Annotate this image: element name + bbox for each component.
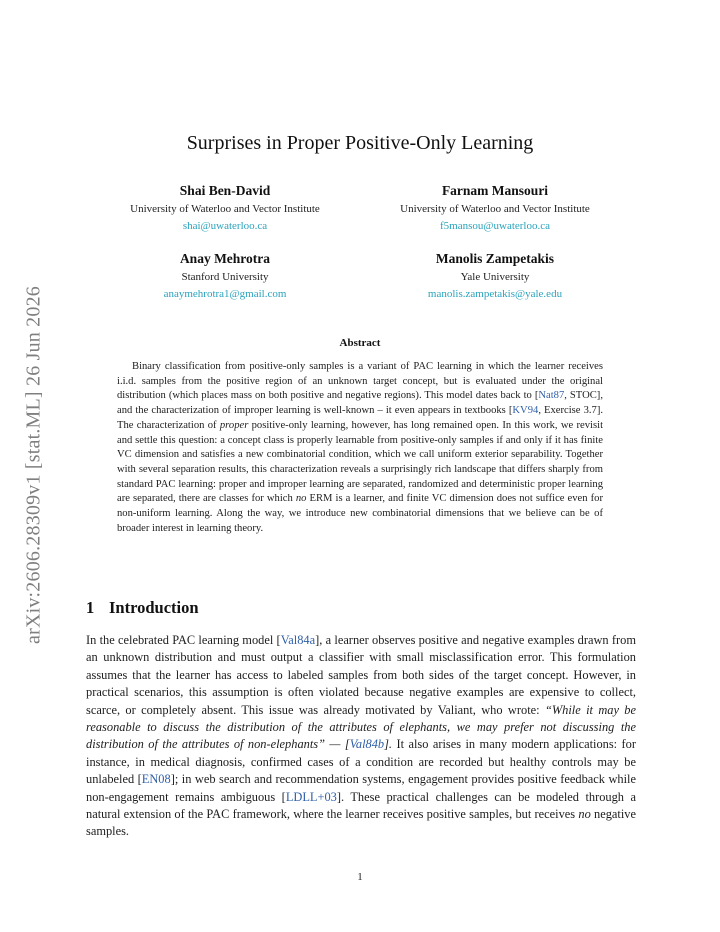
author-block [95,183,355,235]
emphasis-text: no [578,807,591,822]
citation-link[interactable]: EN08 [141,772,171,787]
author-block [365,251,625,303]
page-number: 1 [357,871,363,883]
author-email-link[interactable]: f5mansou@uwaterloo.ca [439,220,550,232]
valiant-quote-end: ]. [384,737,393,752]
author-email-link[interactable]: shai@uwaterloo.ca [182,220,268,232]
abstract-text-part: , Exercise 3.7]. The characterization of [117,405,603,431]
abstract-heading: Abstract [339,337,381,349]
section-heading [86,598,199,618]
author-name: Farnam Mansouri [441,183,549,198]
author-email-link[interactable]: anaymehrotra1@gmail.com [163,288,287,300]
abstract-text-part: , STOC], and the characterization of improper learning is well-known – it even appears in textbooks [ [117,390,603,417]
author-name: Anay Mehrotra [179,251,271,266]
author-name: Shai Ben-David [179,183,271,198]
author-affiliation: University of Waterloo and Vector Institute [130,203,320,215]
author-block [365,183,625,235]
emphasis-text: proper [219,419,249,431]
intro-text-part: negative samples. [86,807,636,839]
arxiv-side-label [14,255,54,675]
citation-link[interactable]: Val84b [349,737,385,752]
citation-link[interactable]: LDLL+03 [285,789,337,804]
author-block [95,251,355,303]
abstract-text-part: ERM is a learner, and finite VC dimension does not suffice even for non-uniform learning. Along the way, we introduce new combinatorial dimensions that we believe can be of broader interest in learning theory. [117,493,603,534]
abstract-text [117,360,603,536]
abstract-text-part: positive-only learning, however, has long remained open. In this work, we revisit and settle this question: a concept class is properly learnable from positive-only samples if and only if it has finite VC dimension and satisfies a new combinatorial condition, which we call uniform exterior separability. Together with several separation results, this characterization reveals a surprisingly rich landscape that differs sharply from standard PAC learning: proper and improper learning are separated, randomized and deterministic proper learning are separated, there are classes for which [117,419,604,505]
intro-text-part: ], a learner observes positive and negative examples drawn from an unknown distribution and must output a classifier with small misclassification error. This formulation assumes that the learner has access to labeled samples from both sides of the target concept. However, in practical scenarios, this assumption is often violated because negative examples are expensive to collect, scarce, or completely absent. This issue was already motivated by Valiant, who wrote: [86,633,636,717]
arxiv-id: arXiv:2606.28309v1 [stat.ML] 26 Jun 2026 [22,286,45,644]
author-affiliation: Yale University [460,271,530,283]
citation-link[interactable]: KV94 [512,405,539,417]
intro-text-part: ]; in web search and recommendation systems, engagement provides positive feedback while non-engagement remains ambiguous [ [86,772,637,804]
abstract-text-part: Binary classification from positive-only samples is a variant of PAC learning in which the learner receives i.i.d. samples from the positive region of an unknown target concept, but is evaluated under the original distribution (which places mass on both positive and negative regions). This model dates back to [ [117,361,603,402]
section-title: Introduction [109,598,199,617]
citation-link[interactable]: Nat87 [538,390,565,402]
intro-text-part: It also arises in many modern applications: for instance, in medical diagnosis, confirmed cases of a condition are recorded but healthy controls may be unlabeled [ [86,737,636,787]
intro-text-part: ]. These practical challenges can be modeled through a natural extension of the PAC framework, where the learner receives positive samples, but receives [86,789,637,822]
emphasis-text: no [295,493,307,505]
intro-paragraph [86,632,636,841]
citation-link[interactable]: Val84a [280,633,316,647]
section-number: 1 [86,598,95,617]
author-email-link[interactable]: manolis.zampetakis@yale.edu [427,288,563,300]
author-name: Manolis Zampetakis [435,251,555,266]
author-affiliation: University of Waterloo and Vector Institute [400,203,590,215]
paper-title: Surprises in Proper Positive-Only Learning [186,132,534,154]
intro-text-part: In the celebrated PAC learning model [ [86,633,281,647]
author-affiliation: Stanford University [181,271,269,283]
valiant-quote: “While it may be reasonable to discuss the distribution of the attributes of elephants, we may prefer not discussing the distribution of the attributes of non-elephants” — [ [86,702,637,752]
